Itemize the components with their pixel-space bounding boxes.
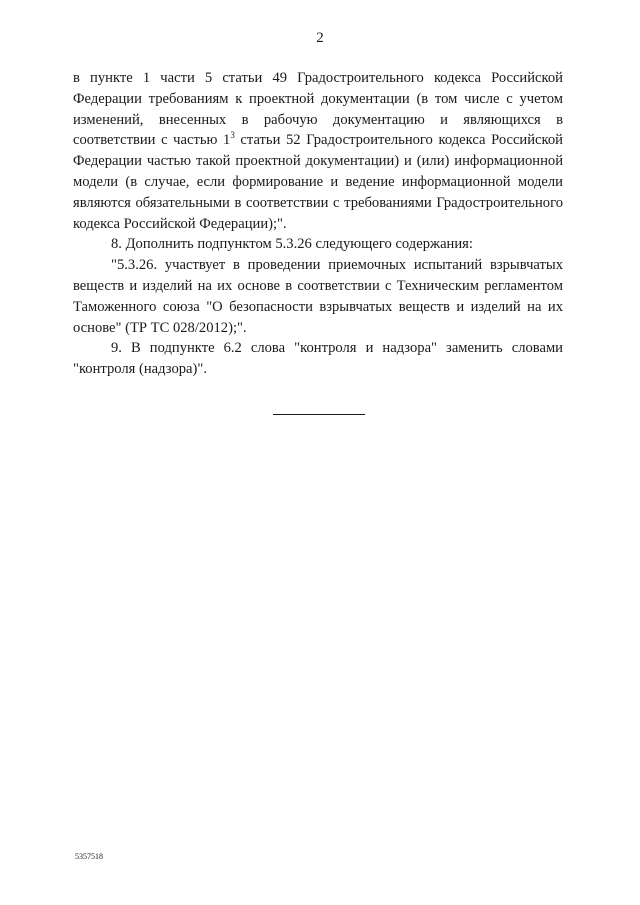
- paragraph-text: статьи 52 Градостроительного кодекса Российской Федерации частью такой проектной документации) и (или) информационной модели (в случае, если формирование и ведение информационной модели являются обязательными в соответствии с требованиями Градостроительного кодекса Российской Федерации);".: [73, 132, 563, 232]
- document-body: [73, 68, 563, 380]
- paragraph-text: в пункте 1 части 5 статьи 49 Градостроительного кодекса Российской Федерации требованиям к проектной документации (в том числе с учетом изменений, внесенных в рабочую документацию и являющихся в соответствии с частью 1: [73, 70, 563, 149]
- paragraph-item-8: 8. Дополнить подпунктом 5.3.26 следующего содержания:: [111, 236, 473, 253]
- end-separator-line: [273, 414, 365, 415]
- paragraph-continuation: [73, 68, 563, 234]
- page-number: 2: [316, 30, 324, 46]
- paragraph-item-9: 9. В подпункте 6.2 слова "контроля и надзора" заменить словами "контроля (надзора)".: [73, 340, 563, 378]
- paragraph-quote-5-3-26: "5.3.26. участвует в проведении приемочных испытаний взрывчатых веществ и изделий на их основе в соответствии с Техническим регламентом Таможенного союза "О безопасности взрывчатых веществ и изделий на их основе" (ТР ТС 028/2012);".: [73, 257, 563, 336]
- superscript: 3: [230, 130, 235, 141]
- document-code: 5357518: [75, 852, 103, 861]
